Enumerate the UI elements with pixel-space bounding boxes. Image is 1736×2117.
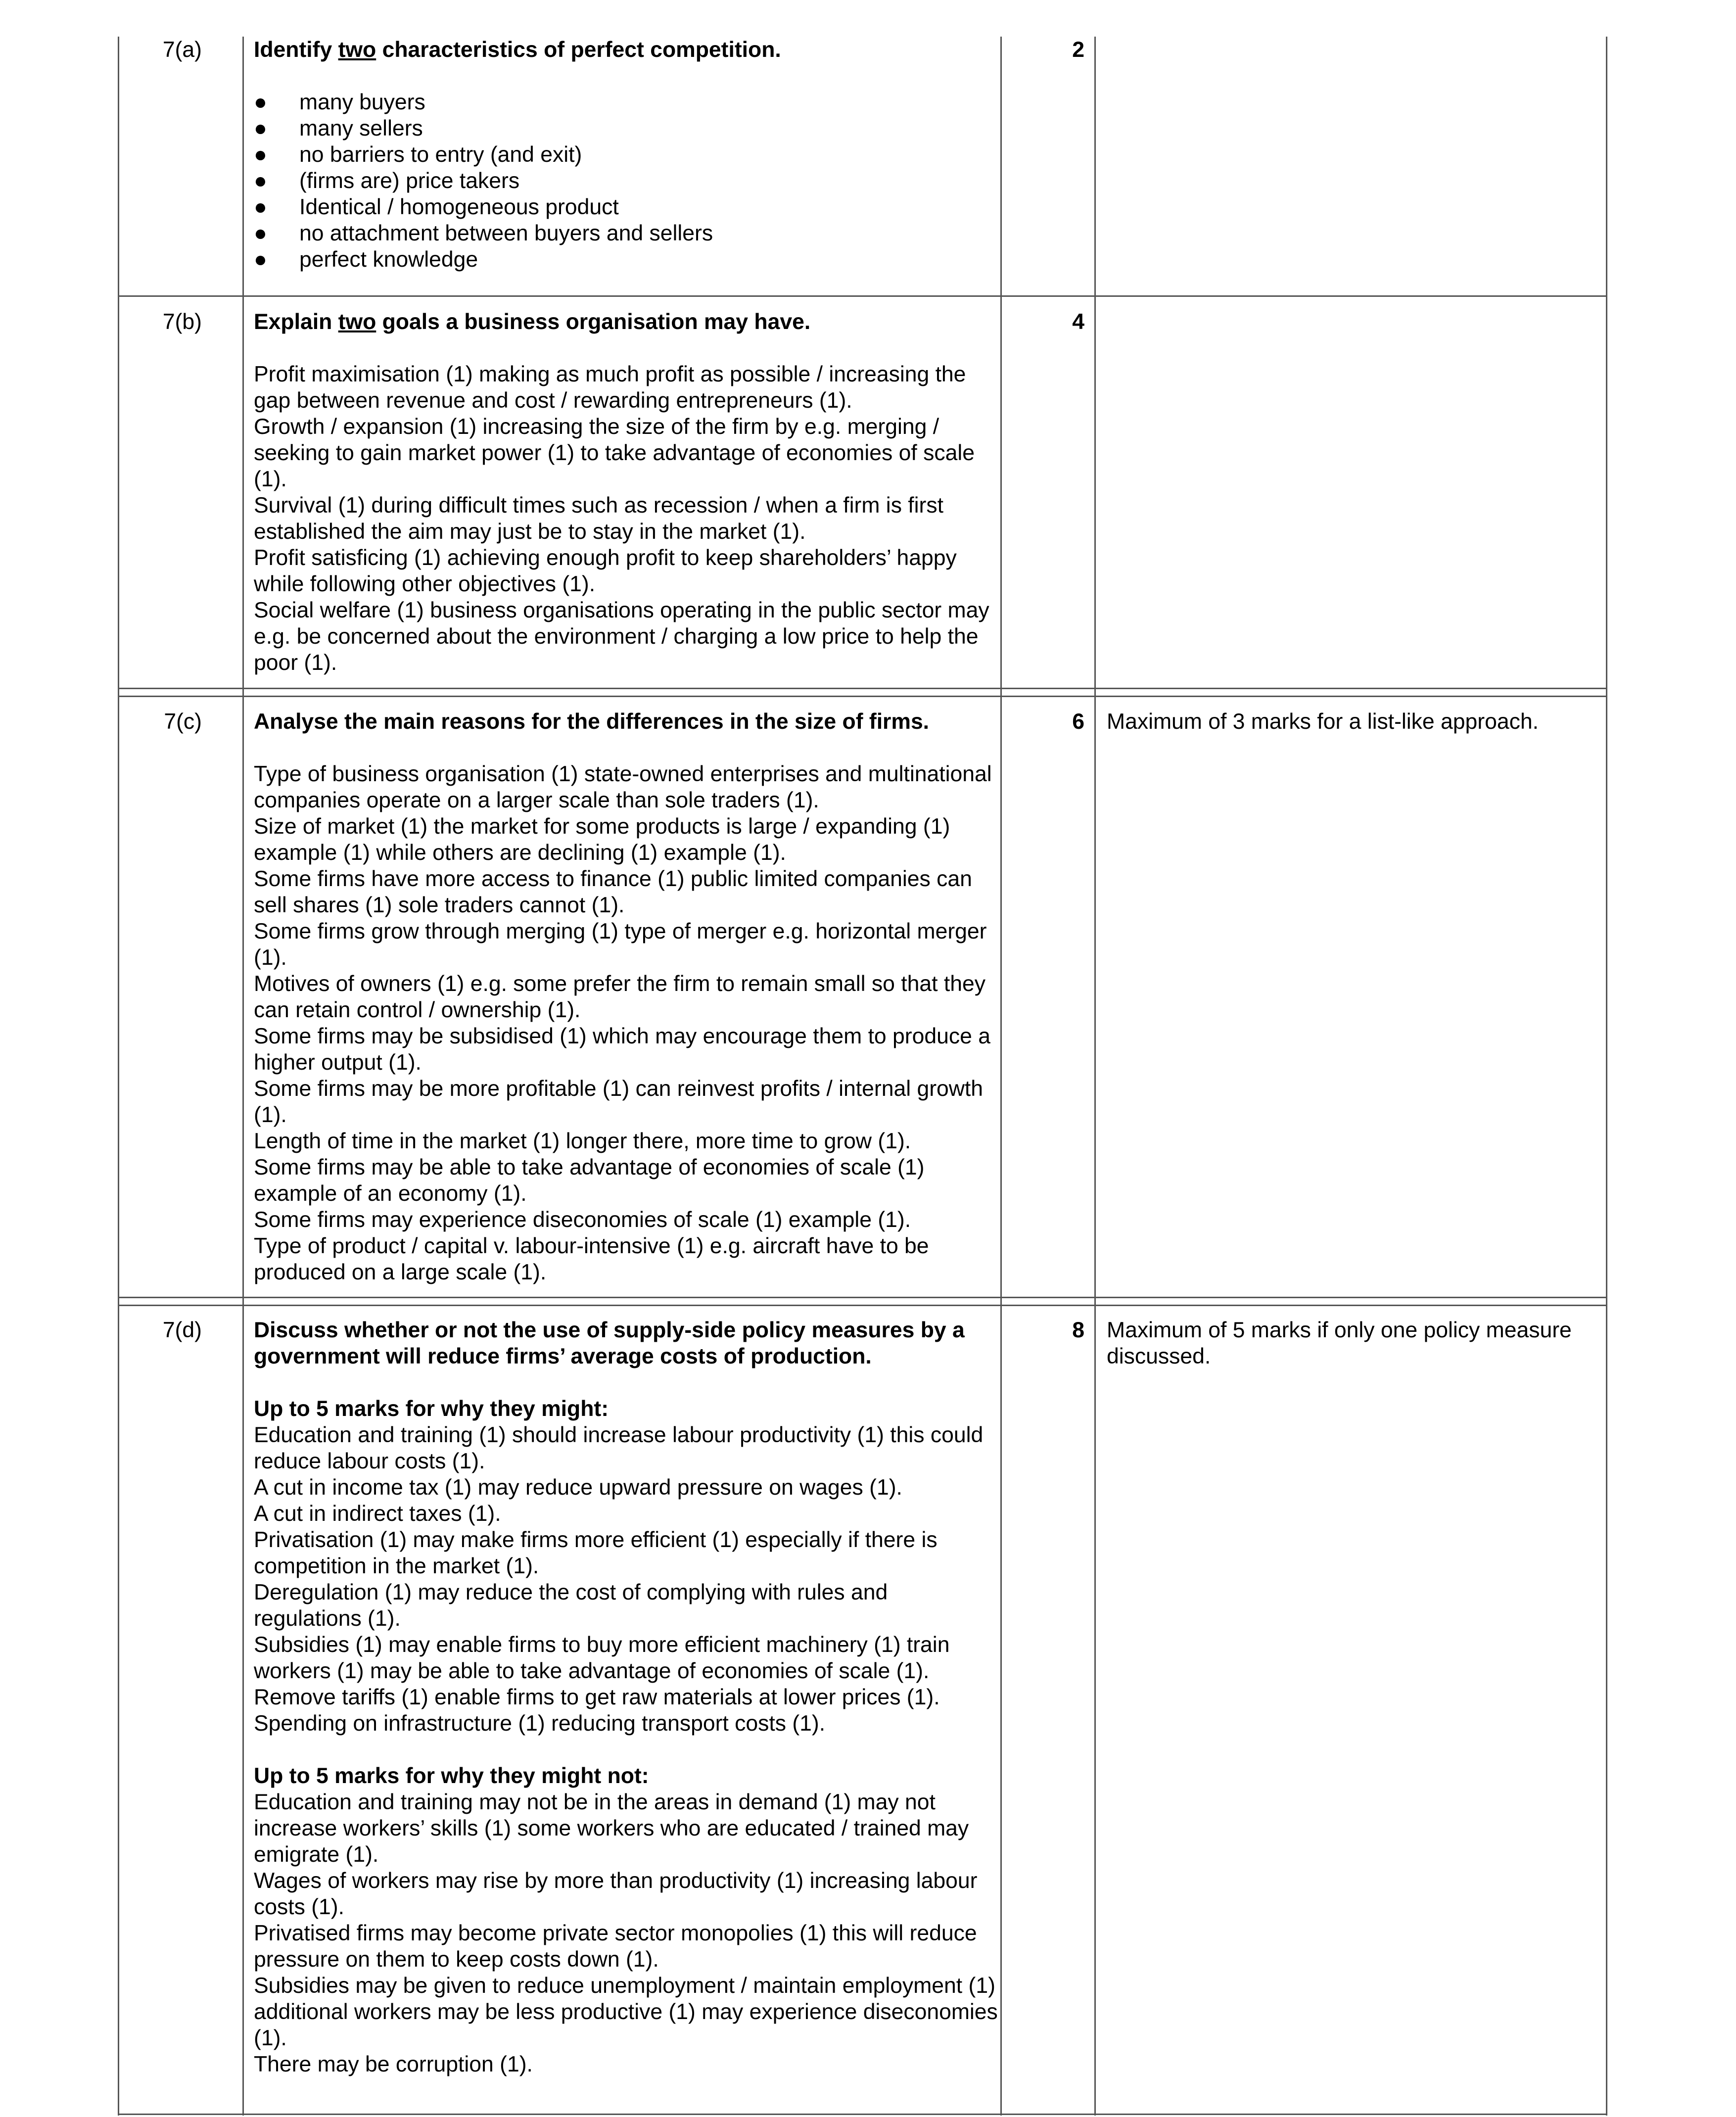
list-item: ● Identical / homogeneous product xyxy=(254,195,619,219)
answer-text-might-not xyxy=(254,1789,1001,2077)
answer-point: Social welfare (1) business organisations operating in the public sector may e.g. be concerned about the environment / charging a low price to help the poor (1). xyxy=(254,598,989,675)
answer-text-might xyxy=(254,1422,1001,1737)
column-divider-guidance xyxy=(1094,37,1096,2116)
question-prompt: Analyse the main reasons for the differences in the size of firms. xyxy=(254,709,930,734)
answer-point: Length of time in the market (1) longer there, more time to grow (1). xyxy=(254,1129,911,1153)
row-divider xyxy=(118,1305,1607,1306)
marks-value: 2 xyxy=(1072,38,1084,62)
marking-guidance: Maximum of 3 marks for a list-like approach. xyxy=(1107,709,1539,734)
answer-point: Some firms grow through merging (1) type of merger e.g. horizontal merger (1). xyxy=(254,919,987,970)
answer-point: Some firms have more access to finance (1) public limited companies can sell shares (1) sole traders cannot (1). xyxy=(254,867,972,917)
table-border-right xyxy=(1606,37,1607,2116)
section-heading-might-not: Up to 5 marks for why they might not: xyxy=(254,1764,649,1788)
answer-point: Privatisation (1) may make firms more efficient (1) especially if there is competition in the market (1). xyxy=(254,1528,938,1578)
section-heading-might: Up to 5 marks for why they might: xyxy=(254,1397,609,1421)
column-divider-question xyxy=(242,37,244,2116)
marks-value: 6 xyxy=(1072,709,1084,734)
marks-value: 4 xyxy=(1072,310,1084,334)
list-item: ● many buyers xyxy=(254,90,425,114)
answer-point: Some firms may be able to take advantage of economies of scale (1) example of an economy (1). xyxy=(254,1155,925,1206)
answer-point: A cut in indirect taxes (1). xyxy=(254,1502,501,1526)
answer-point: Education and training (1) should increase labour productivity (1) this could reduce labour costs (1). xyxy=(254,1423,984,1473)
list-item: ● (firms are) price takers xyxy=(254,169,520,193)
question-number: 7(c) xyxy=(164,709,202,734)
answer-point: Wages of workers may rise by more than productivity (1) increasing labour costs (1). xyxy=(254,1869,978,1919)
row-divider xyxy=(118,688,1607,689)
answer-point: Survival (1) during difficult times such as recession / when a firm is first established the aim may just be to stay in the market (1). xyxy=(254,493,943,544)
answer-point: Motives of owners (1) e.g. some prefer the firm to remain small so that they can retain control / ownership (1). xyxy=(254,972,985,1022)
answer-point: Some firms may experience diseconomies of scale (1) example (1). xyxy=(254,1208,911,1232)
question-number: 7(a) xyxy=(162,38,202,62)
answer-text xyxy=(254,761,1001,1285)
answer-text xyxy=(254,361,1001,676)
list-item: ● no barriers to entry (and exit) xyxy=(254,142,582,167)
answer-point: Profit maximisation (1) making as much profit as possible / increasing the gap between revenue and cost / rewarding entrepreneurs (1). xyxy=(254,362,966,413)
answer-point: Type of product / capital v. labour-intensive (1) e.g. aircraft have to be produced on a large scale (1). xyxy=(254,1234,929,1284)
answer-point: Education and training may not be in the areas in demand (1) may not increase workers’ skills (1) some workers who are educated / trained may emigrate (1). xyxy=(254,1790,969,1867)
answer-point: Spending on infrastructure (1) reducing transport costs (1). xyxy=(254,1711,826,1736)
question-content xyxy=(254,37,1001,273)
table-border-left xyxy=(118,37,119,2116)
answer-point: Some firms may be more profitable (1) can reinvest profits / internal growth (1). xyxy=(254,1077,984,1127)
answer-point: Deregulation (1) may reduce the cost of complying with rules and regulations (1). xyxy=(254,1580,888,1631)
answer-point: Growth / expansion (1) increasing the size of the firm by e.g. merging / seeking to gain market power (1) to take advantage of economies of scale (1). xyxy=(254,415,975,491)
answer-point: Subsidies may be given to reduce unemployment / maintain employment (1) additional workers may be less productive (1) may experience diseconomies (1). xyxy=(254,1974,998,2050)
answer-point: Profit satisficing (1) achieving enough profit to keep shareholders’ happy while following other objectives (1). xyxy=(254,546,957,596)
question-content xyxy=(254,1317,1001,2077)
answer-point: Privatised firms may become private sector monopolies (1) this will reduce pressure on them to keep costs down (1). xyxy=(254,1921,977,1972)
question-prompt: Explain two goals a business organisation may have. xyxy=(254,310,811,334)
table-border-bottom xyxy=(118,2114,1607,2115)
question-number: 7(b) xyxy=(162,310,202,334)
row-divider xyxy=(118,295,1607,297)
question-content xyxy=(254,309,1001,676)
list-item: ● many sellers xyxy=(254,116,423,141)
marking-guidance: Maximum of 5 marks if only one policy measure discussed. xyxy=(1107,1318,1572,1368)
answer-point: A cut in income tax (1) may reduce upward pressure on wages (1). xyxy=(254,1475,902,1500)
question-number: 7(d) xyxy=(162,1318,202,1342)
row-divider xyxy=(118,1297,1607,1298)
marks-value: 8 xyxy=(1072,1318,1084,1342)
answer-point: Subsidies (1) may enable firms to buy more efficient machinery (1) train workers (1) may be able to take advantage of economies of scale (1). xyxy=(254,1633,950,1683)
question-content xyxy=(254,708,1001,1285)
list-item: ● perfect knowledge xyxy=(254,247,478,272)
list-item: ● no attachment between buyers and sellers xyxy=(254,221,713,245)
question-prompt: Identify two characteristics of perfect competition. xyxy=(254,38,781,62)
answer-point: Remove tariffs (1) enable firms to get raw materials at lower prices (1). xyxy=(254,1685,940,1709)
question-prompt: Discuss whether or not the use of supply-side policy measures by a government will reduce firms’ average costs of production. xyxy=(254,1318,965,1368)
answer-point: Size of market (1) the market for some products is large / expanding (1) example (1) while others are declining (1) example (1). xyxy=(254,814,950,865)
answer-point: Some firms may be subsidised (1) which may encourage them to produce a higher output (1). xyxy=(254,1024,990,1075)
answer-point: Type of business organisation (1) state-owned enterprises and multinational companies operate on a larger scale than sole traders (1). xyxy=(254,762,992,812)
answer-bullet-list xyxy=(254,89,1001,273)
row-divider xyxy=(118,696,1607,697)
answer-point: There may be corruption (1). xyxy=(254,2052,533,2076)
